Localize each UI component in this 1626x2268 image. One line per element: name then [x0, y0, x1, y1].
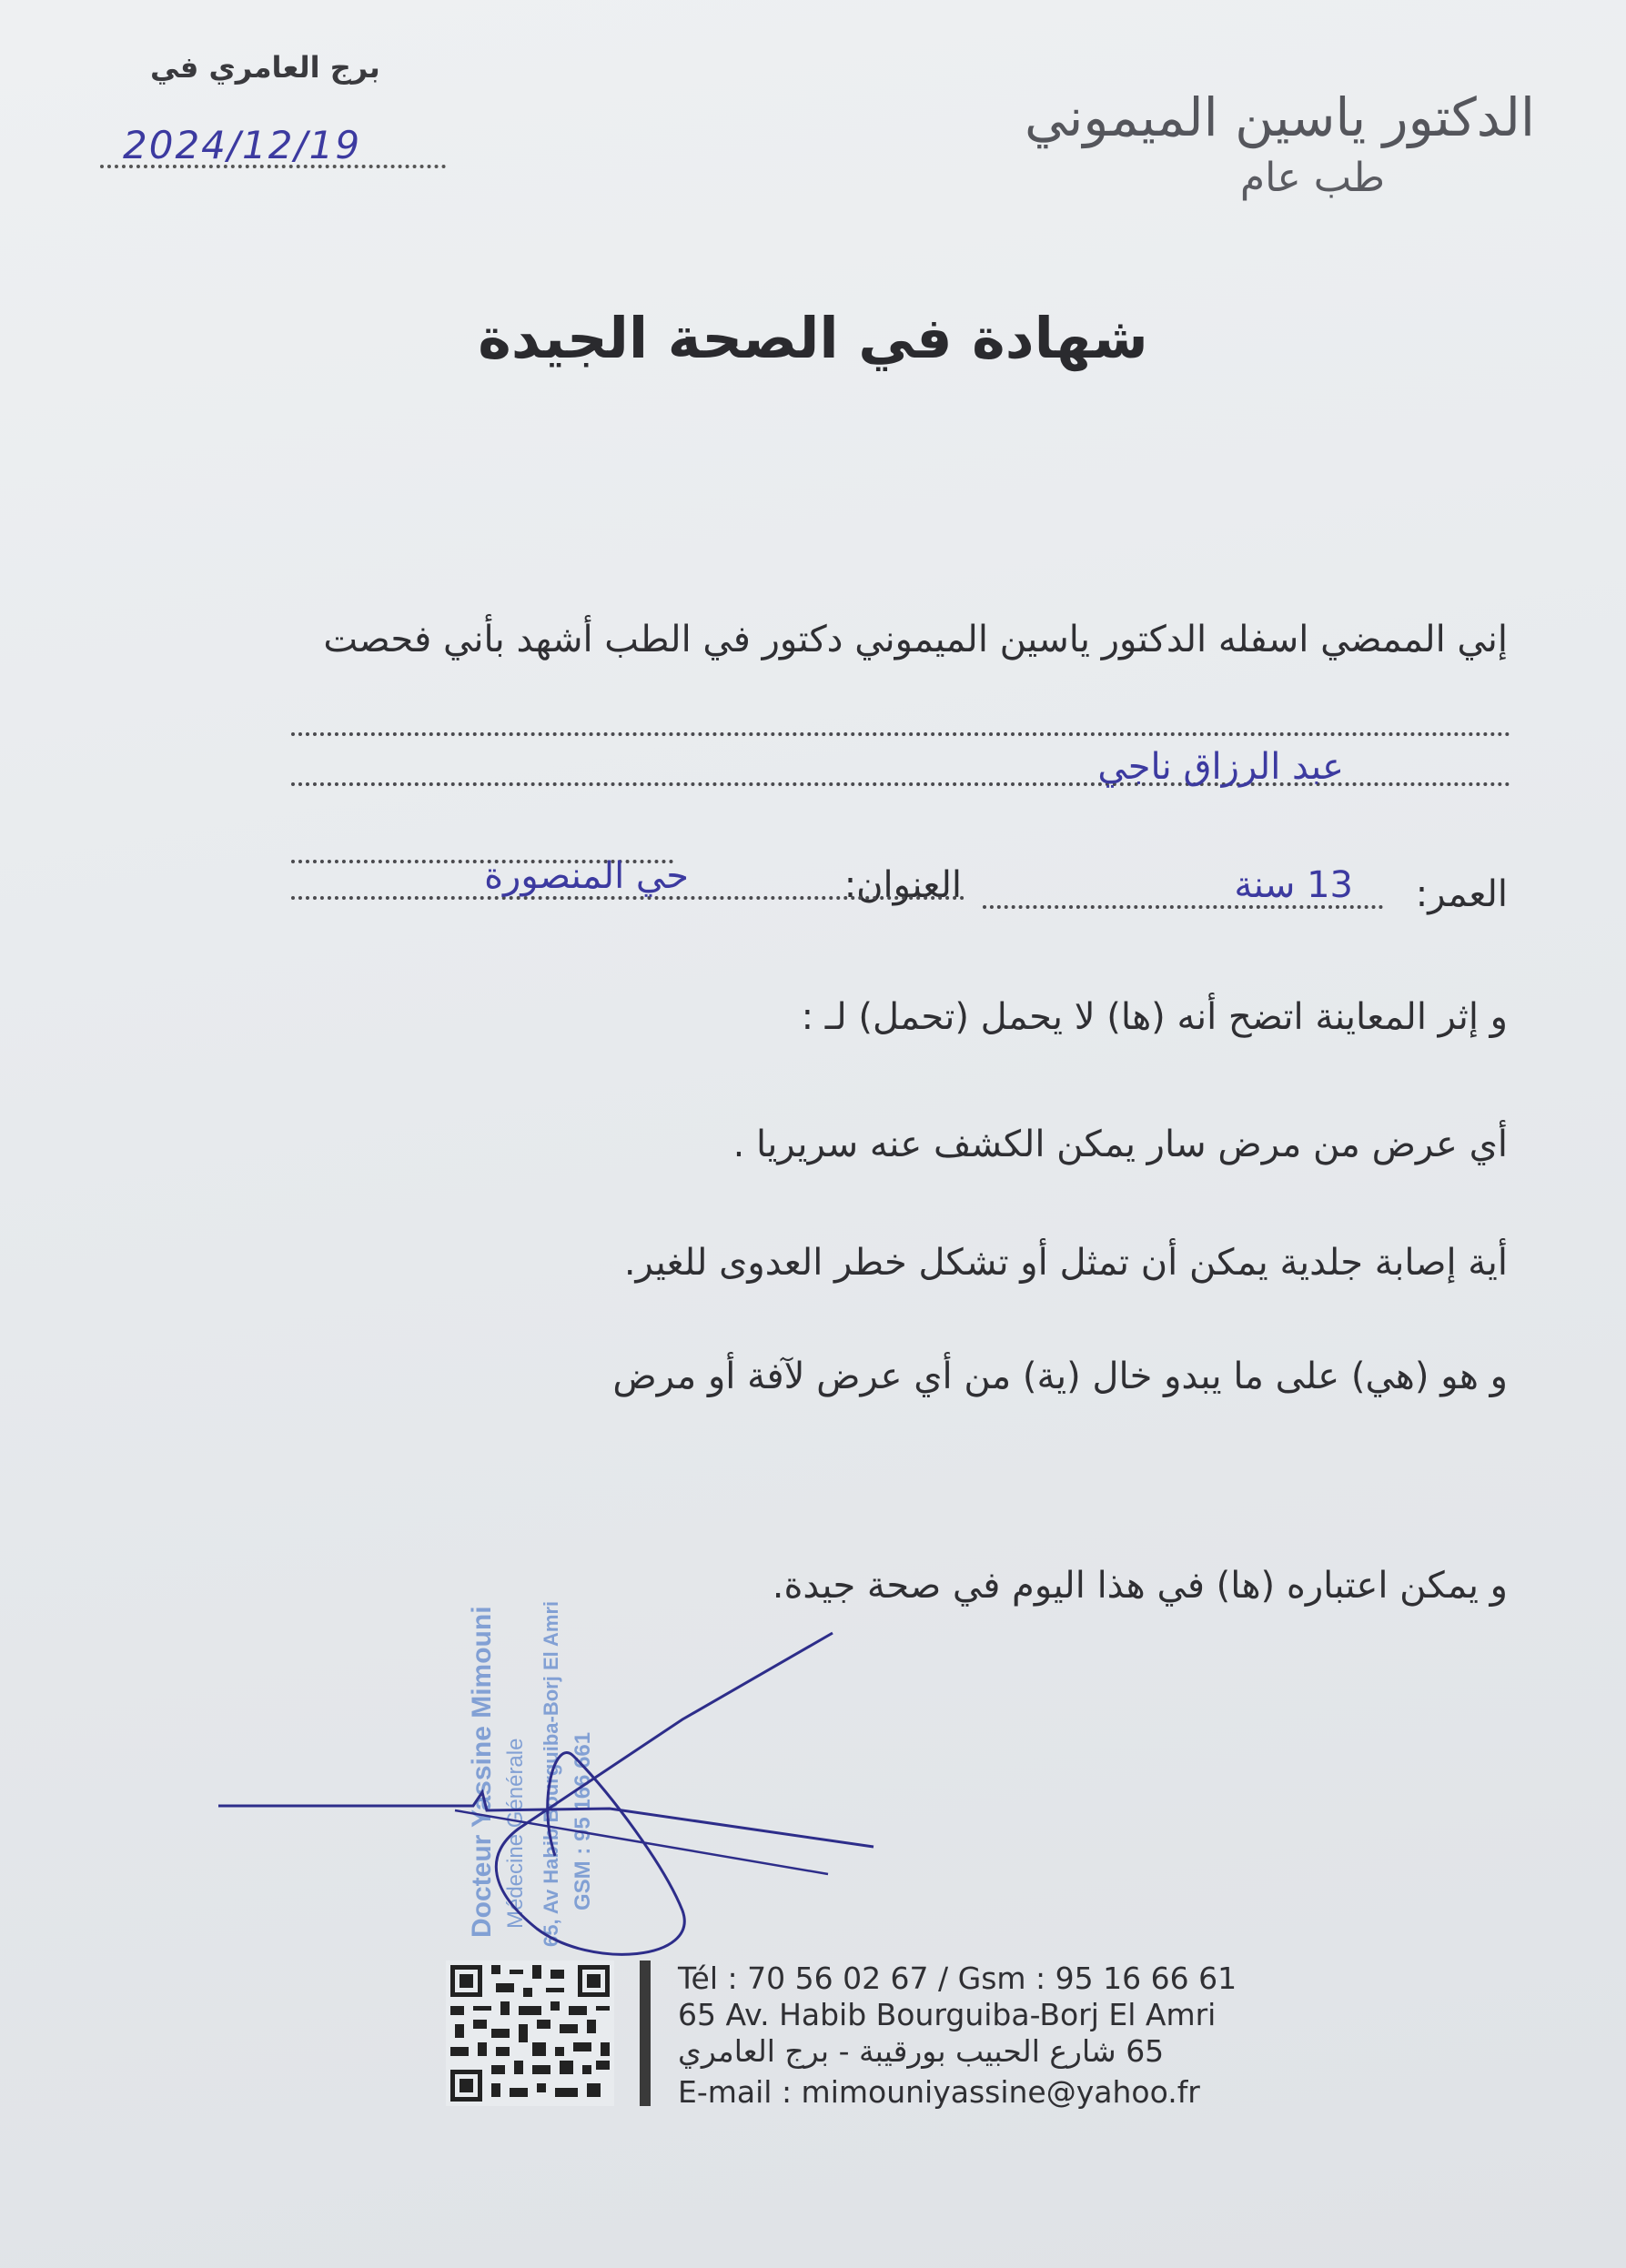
stamp-line-3: 65, Av Habib Bourguiba-Borj El Amri — [540, 1600, 562, 1947]
qr-code — [446, 1961, 614, 2106]
statement-2: أية إصابة جلدية يمكن أن تمثل أو تشكل خطر العدوى للغير. — [623, 1242, 1508, 1284]
doctor-name: الدكتور ياسين الميموني — [1024, 86, 1535, 148]
stamp-line-2: Médecine Générale — [503, 1738, 528, 1929]
examination-text: و إثر المعاينة اتضح أنه (ها) لا يحمل (تحمل) لـ : — [801, 996, 1508, 1038]
certificate-title: شهادة في الصحة الجيدة — [478, 305, 1148, 371]
footer-address-ar: 65 شارع الحبيب بورقيبة - برج العامري — [678, 2033, 1165, 2069]
handwritten-age: 13 سنة — [1234, 864, 1353, 906]
stamp-line-4: GSM : 95 166 661 — [571, 1731, 595, 1910]
patient-name-dotted-line-1 — [291, 723, 1510, 736]
doctor-specialty: طب عام — [1239, 155, 1385, 201]
doctor-signature — [209, 1619, 892, 1983]
city-label: برج العامري في — [150, 50, 380, 85]
statement-3: و هو (هي) على ما يبدو خال (ية) من أي عرض لآفة أو مرض — [612, 1356, 1508, 1397]
statement-1: أي عرض من مرض سار يمكن الكشف عنه سريريا . — [732, 1124, 1508, 1165]
intro-text: إني الممضي اسفله الدكتور ياسين الميموني دكتور في الطب أشهد بأني فحصت — [323, 619, 1508, 660]
handwritten-date: 2024/12/19 — [123, 123, 362, 167]
footer-address-fr: 65 Av. Habib Bourguiba-Borj El Amri — [678, 1997, 1217, 2032]
age-label: العمر: — [1415, 873, 1508, 915]
handwritten-address: حي المنصورة — [484, 855, 689, 897]
footer-email: E-mail : mimouniyassine@yahoo.fr — [678, 2074, 1200, 2110]
handwritten-patient-name: عبد الرزاق ناجي — [1097, 746, 1344, 788]
footer-phone: Tél : 70 56 02 67 / Gsm : 95 16 66 61 — [678, 1961, 1237, 1996]
address-label: العنوان: — [843, 864, 962, 906]
statement-4: و يمكن اعتباره (ها) في هذا اليوم في صحة جيدة. — [772, 1565, 1508, 1607]
stamp-line-1: Docteur Yassine Mimouni — [467, 1606, 497, 1938]
footer-divider-bar — [640, 1961, 651, 2106]
